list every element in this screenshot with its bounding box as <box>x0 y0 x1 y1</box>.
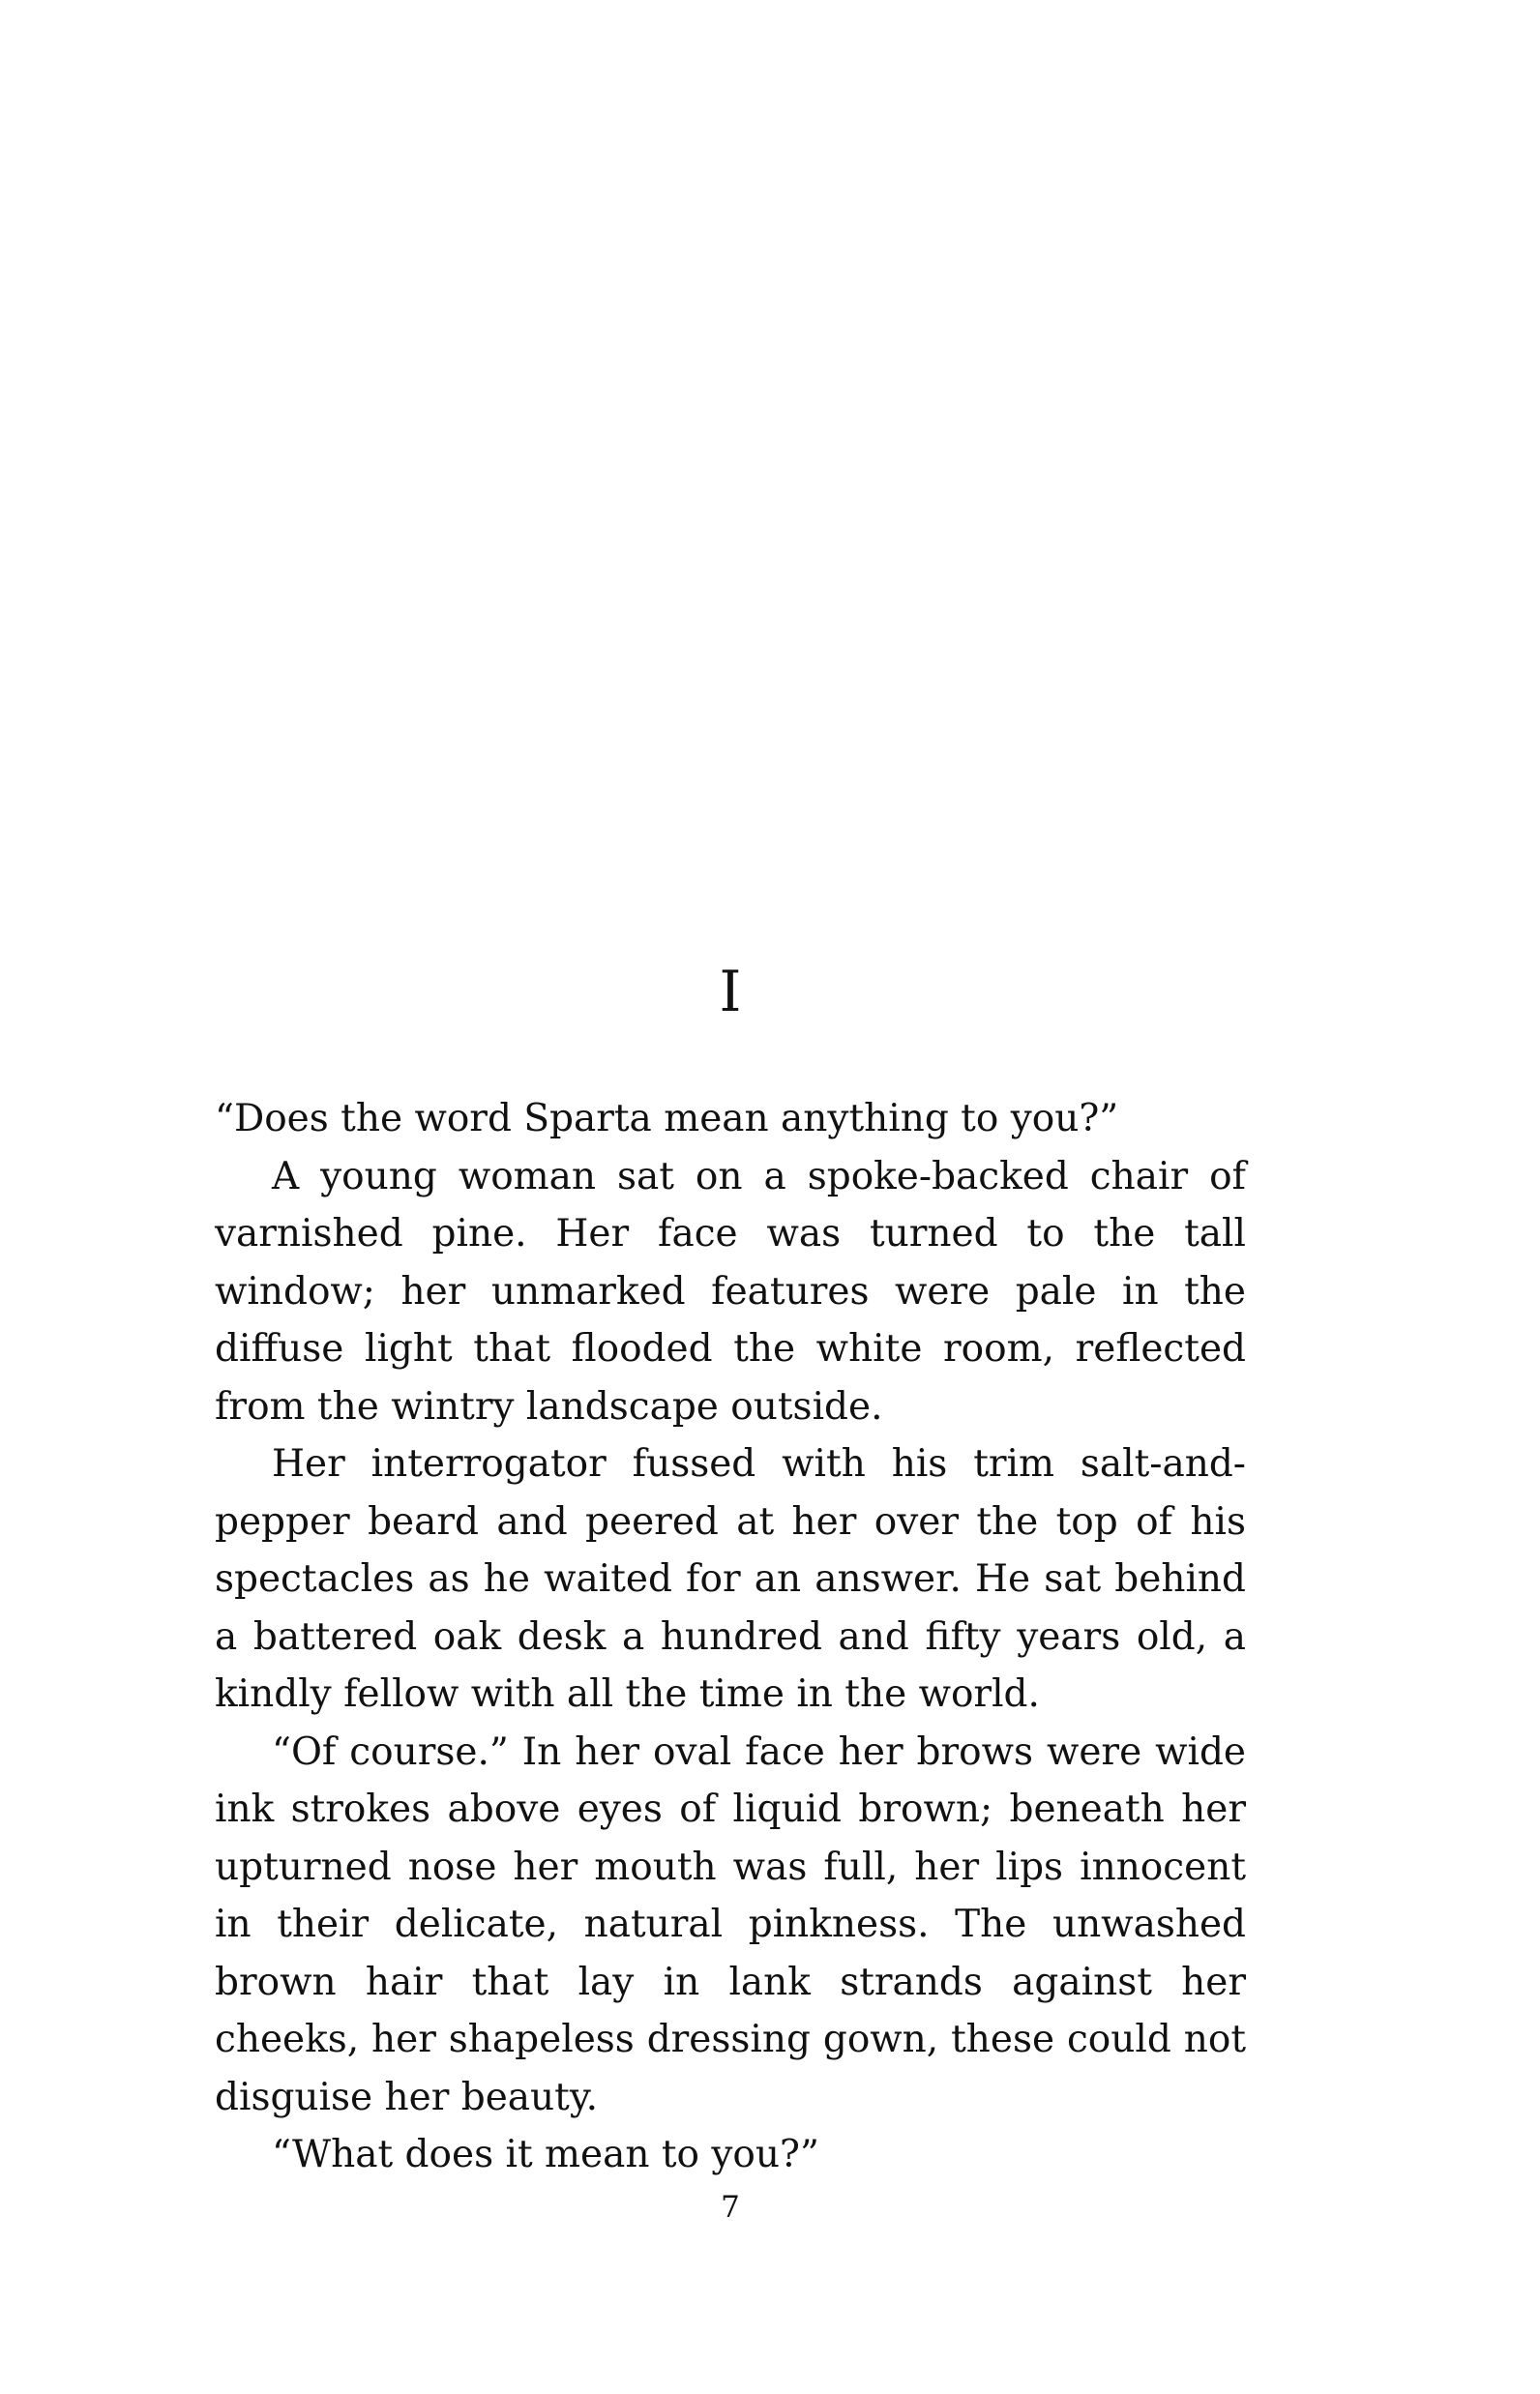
paragraph-interrogator: Her interrogator fussed with his trim salt-and-pepper beard and peered at her over the top of his spectacles as he waited for an answer. He sat behind a battered oak desk a hundred and fifty years old, a kindly fellow with all the time in the world. <box>215 1442 1246 1716</box>
paragraph-opening-question: “Does the word Sparta mean anything to you?” <box>215 1097 1119 1140</box>
chapter-number: I <box>719 959 742 1024</box>
body-text <box>215 1090 1246 2184</box>
paragraph-of-course: “Of course.” In her oval face her brows were wide ink strokes above eyes of liquid brown; beneath her upturned nose her mouth was full, her lips innocent in their delicate, natural pinkness. The unwashed brown hair that lay in lank strands against her cheeks, her shapeless dressing gown, these could not disguise her beauty. <box>215 1729 1246 2119</box>
paragraph-what-does-it-mean: “What does it mean to you?” <box>272 2133 819 2176</box>
page-number: 7 <box>721 2190 740 2225</box>
paragraph-young-woman: A young woman sat on a spoke-backed chair of varnished pine. Her face was turned to the tall window; her unmarked features were pale in the diffuse light that flooded the white room, reflected from the wintry landscape outside. <box>215 1154 1246 1429</box>
